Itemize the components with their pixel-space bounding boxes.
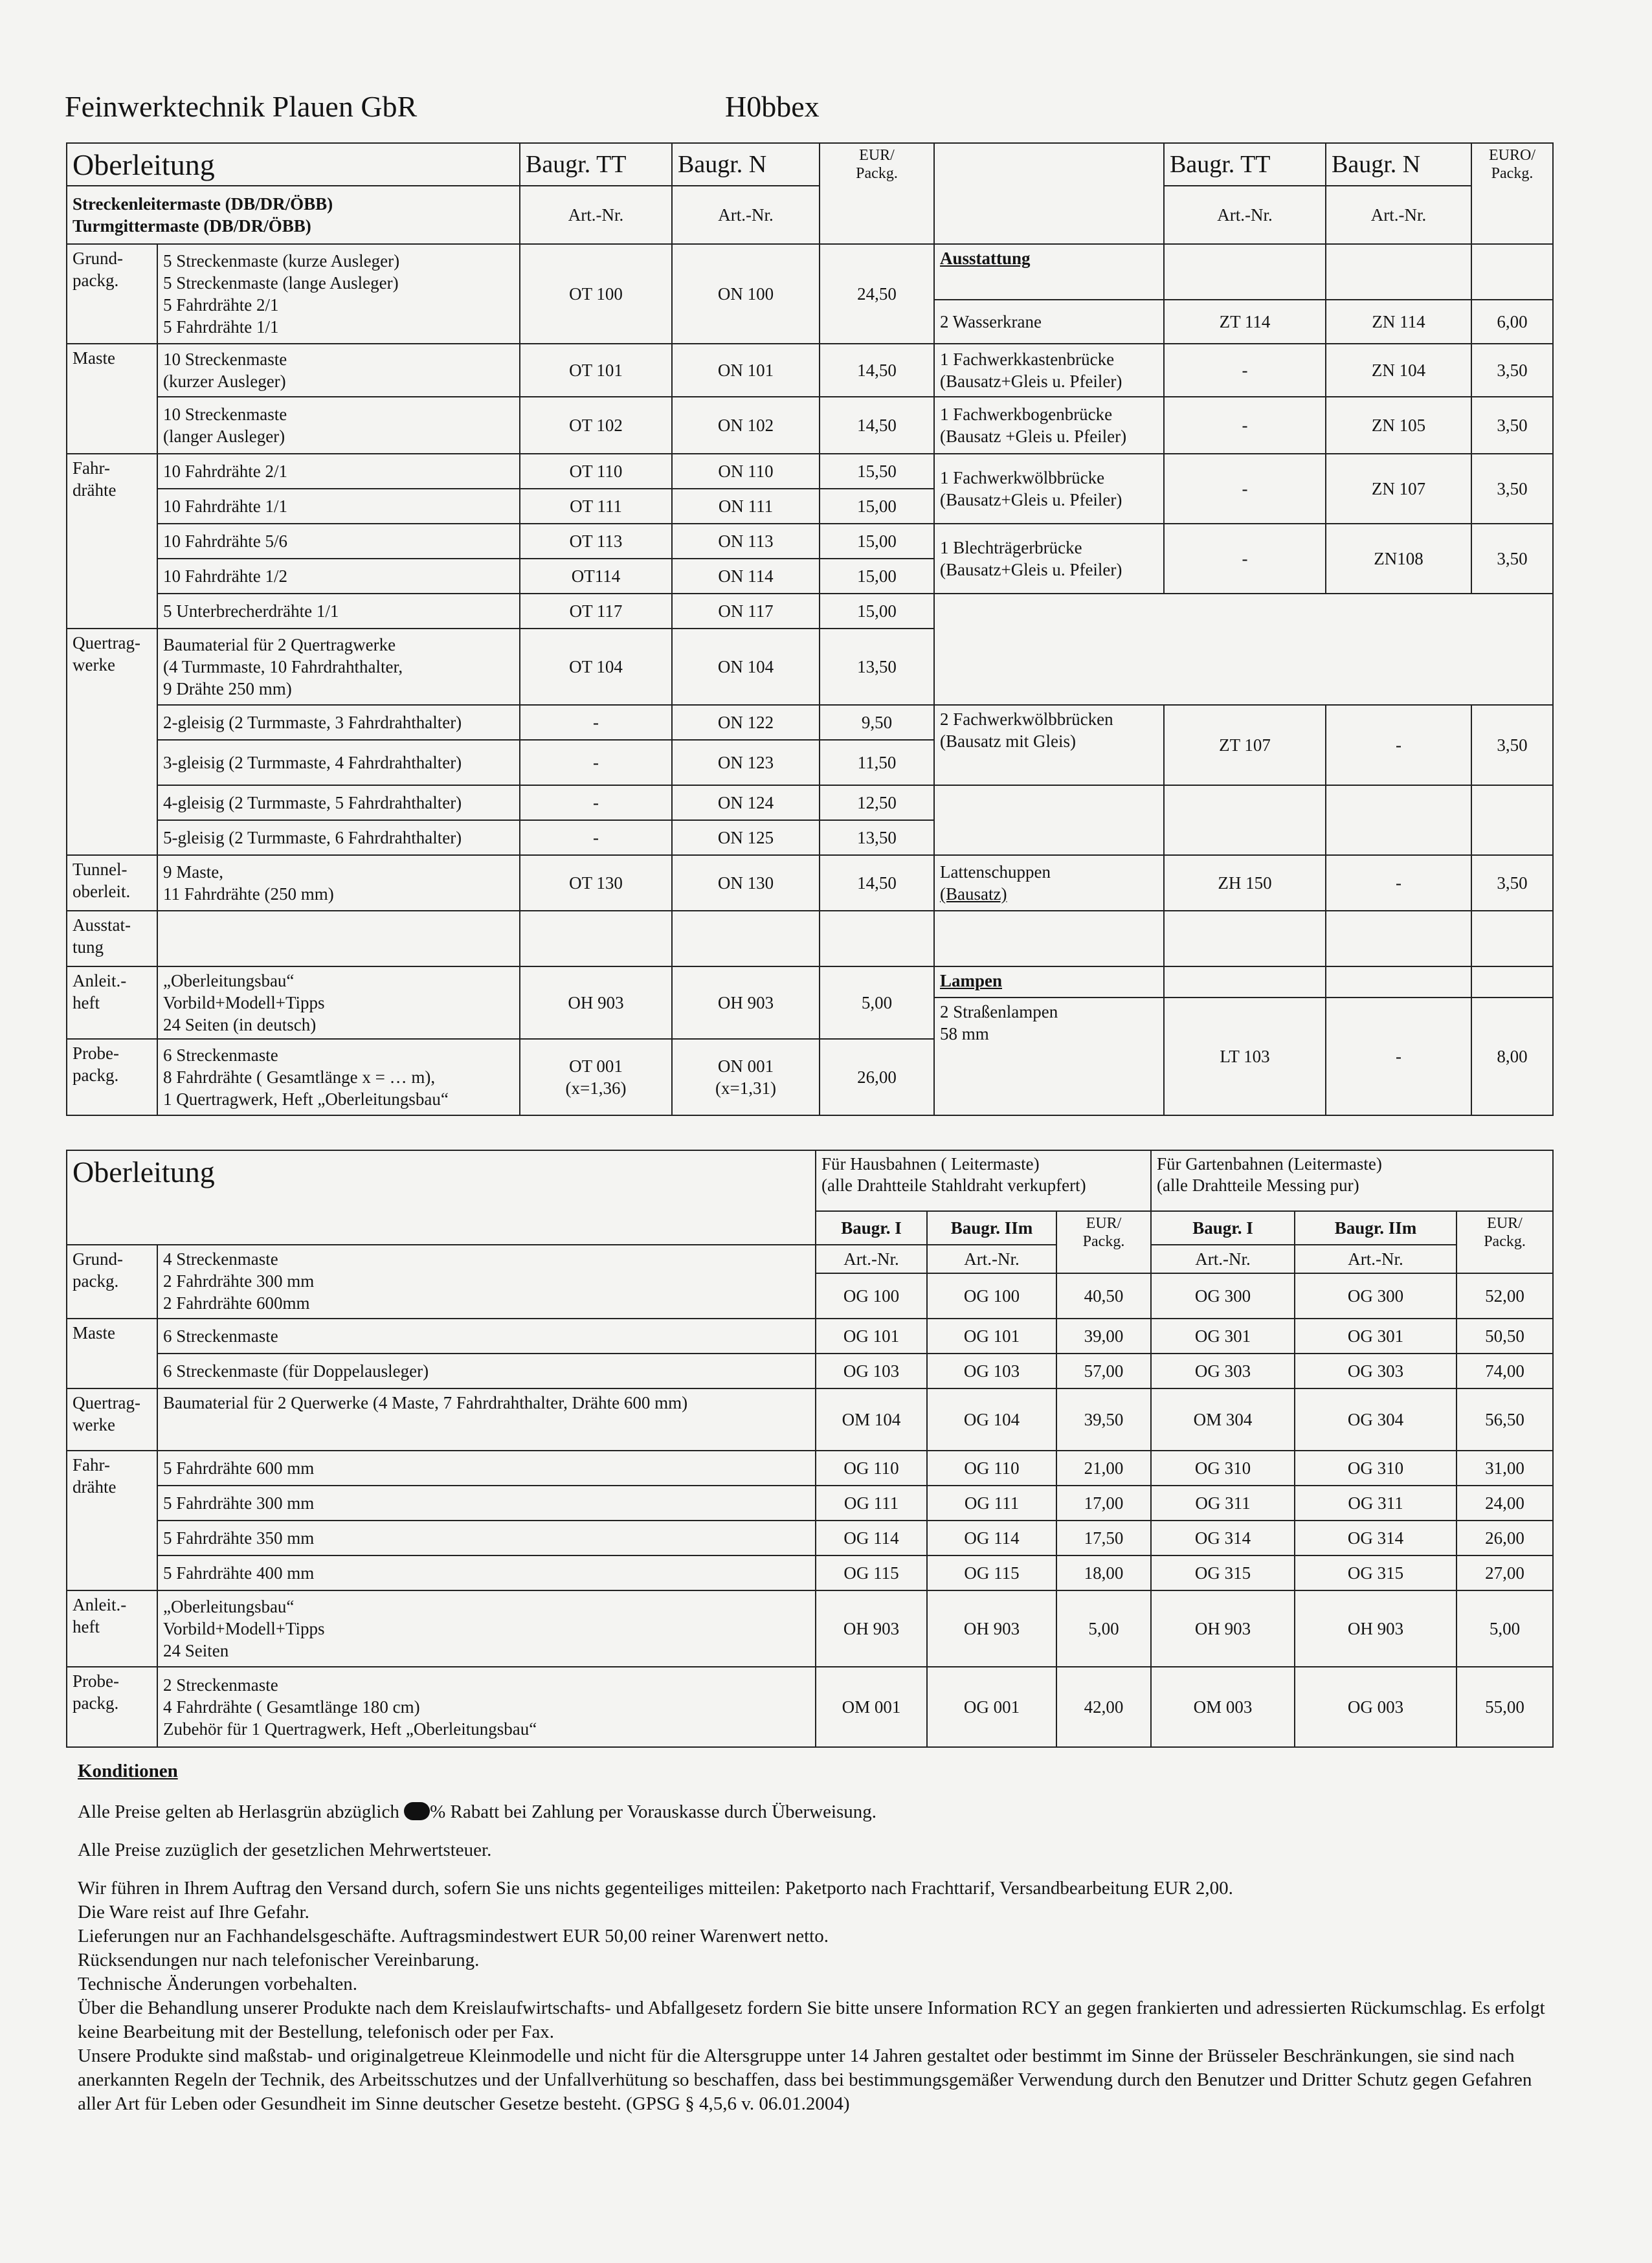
item-artnr-tt: - xyxy=(1164,344,1326,397)
brand-name: H0bbex xyxy=(725,90,820,123)
col-head-euro-right: EURO/ Packg. xyxy=(1471,143,1553,244)
item-desc: 10 Fahrdrähte 2/1 xyxy=(157,454,520,489)
item-artnr-tt: - xyxy=(520,740,672,785)
item-price: 3,50 xyxy=(1471,524,1553,594)
group-label: Fahr- drähte xyxy=(67,454,157,629)
item-price: 14,50 xyxy=(820,855,934,911)
conditions-line: Die Ware reist auf Ihre Gefahr. xyxy=(78,1902,309,1923)
item-desc: Baumaterial für 2 Quertragwerke (4 Turmmaste, 10 Fahrdrahthalter, 9 Drähte 250 mm) xyxy=(157,629,520,705)
item-price: 3,50 xyxy=(1471,705,1553,785)
item-price: 39,50 xyxy=(1056,1388,1151,1451)
subheading-mast-types: Streckenleitermaste (DB/DR/ÖBB) Turmgittermaste (DB/DR/ÖBB) xyxy=(67,186,520,244)
item-price: 3,50 xyxy=(1471,397,1553,454)
item-artnr-tt: ZT 114 xyxy=(1164,300,1326,344)
item-artnr-n: ON 104 xyxy=(672,629,820,705)
item-desc: 5 Fahrdrähte 300 mm xyxy=(157,1486,816,1521)
item-price: 15,00 xyxy=(820,559,934,594)
item-artnr-tt: ZT 107 xyxy=(1164,705,1326,785)
item-artnr-tt: - xyxy=(1164,397,1326,454)
item-artnr-i: OM 001 xyxy=(816,1667,927,1747)
item-desc: 1 Fachwerkwölbbrücke (Bausatz+Gleis u. Pfeiler) xyxy=(934,454,1164,524)
item-desc: 5 Streckenmaste (kurze Ausleger) 5 Streckenmaste (lange Ausleger) 5 Fahrdrähte 2/1 5 Fahrdrähte 1/1 xyxy=(157,244,520,344)
item-artnr-tt: OT 110 xyxy=(520,454,672,489)
item-price: 15,50 xyxy=(820,454,934,489)
item-artnr-tt: OT 117 xyxy=(520,594,672,629)
artnr-label: Art.-Nr. xyxy=(927,1245,1056,1273)
item-desc: 4-gleisig (2 Turmmaste, 5 Fahrdrahthalter) xyxy=(157,785,520,820)
col-head-n: Baugr. N xyxy=(672,143,820,186)
item-artnr-n: ON 122 xyxy=(672,705,820,740)
item-desc: Baumaterial für 2 Querwerke (4 Maste, 7 Fahrdrahthalter, Drähte 600 mm) xyxy=(157,1388,816,1451)
item-price: 42,00 xyxy=(1056,1667,1151,1747)
item-artnr-i: OG 303 xyxy=(1151,1354,1295,1388)
group-label: Maste xyxy=(67,1319,157,1388)
item-price: 18,00 xyxy=(1056,1555,1151,1590)
item-artnr-iim: OG 304 xyxy=(1295,1388,1457,1451)
item-price: 24,50 xyxy=(820,244,934,344)
item-price: 5,00 xyxy=(1457,1590,1553,1667)
item-desc: 3-gleisig (2 Turmmaste, 4 Fahrdrahthalter) xyxy=(157,740,520,785)
conditions-line: Technische Änderungen vorbehalten. xyxy=(78,1974,357,1994)
item-price: 15,00 xyxy=(820,489,934,524)
item-desc: „Oberleitungsbau“ Vorbild+Modell+Tipps 24 Seiten (in deutsch) xyxy=(157,966,520,1039)
item-artnr-n: ON 101 xyxy=(672,344,820,397)
item-artnr-i: OG 300 xyxy=(1151,1273,1295,1319)
item-desc: 10 Fahrdrähte 1/1 xyxy=(157,489,520,524)
item-desc: 10 Streckenmaste (langer Ausleger) xyxy=(157,397,520,454)
item-artnr-i: OG 310 xyxy=(1151,1451,1295,1486)
item-artnr-iim: OG 111 xyxy=(927,1486,1056,1521)
item-desc: 5 Unterbrecherdrähte 1/1 xyxy=(157,594,520,629)
group-label: Maste xyxy=(67,344,157,454)
item-desc: 10 Streckenmaste (kurzer Ausleger) xyxy=(157,344,520,397)
item-artnr-n: - xyxy=(1326,705,1471,785)
item-artnr-tt: OT 130 xyxy=(520,855,672,911)
artnr-label: Art.-Nr. xyxy=(672,186,820,244)
item-price: 21,00 xyxy=(1056,1451,1151,1486)
item-artnr-n: ON 110 xyxy=(672,454,820,489)
item-artnr-iim: OG 311 xyxy=(1295,1486,1457,1521)
item-desc: 6 Streckenmaste 8 Fahrdrähte ( Gesamtlänge x = … m), 1 Quertragwerk, Heft „Oberleitungsbau“ xyxy=(157,1039,520,1115)
conditions-discount-text-b: % Rabatt bei Zahlung per Vorauskasse durch Überweisung. xyxy=(430,1801,877,1822)
col-head-iim: Baugr. IIm xyxy=(927,1211,1056,1245)
col-head-eur: EUR/ Packg. xyxy=(1056,1211,1151,1273)
group-label: Anleit.- heft xyxy=(67,1590,157,1667)
artnr-label: Art.-Nr. xyxy=(1151,1245,1295,1273)
item-artnr-n: ON 114 xyxy=(672,559,820,594)
item-desc: 1 Fachwerkkastenbrücke (Bausatz+Gleis u. Pfeiler) xyxy=(934,344,1164,397)
col-head-i: Baugr. I xyxy=(816,1211,927,1245)
item-artnr-tt: OT114 xyxy=(520,559,672,594)
item-artnr-i: OG 100 xyxy=(816,1273,927,1319)
conditions-discount xyxy=(78,1800,1567,1824)
item-price: 6,00 xyxy=(1471,300,1553,344)
item-artnr-tt: OT 104 xyxy=(520,629,672,705)
item-artnr-i: OG 103 xyxy=(816,1354,927,1388)
item-artnr-n: - xyxy=(1326,998,1471,1115)
item-artnr-i: OM 304 xyxy=(1151,1388,1295,1451)
group-label: Grund- packg. xyxy=(67,1245,157,1319)
item-artnr-iim: OG 314 xyxy=(1295,1521,1457,1555)
item-artnr-iim: OG 303 xyxy=(1295,1354,1457,1388)
item-artnr-tt: - xyxy=(520,785,672,820)
conditions-vat: Alle Preise zuzüglich der gesetzlichen Mehrwertsteuer. xyxy=(78,1840,492,1860)
col-head-iim: Baugr. IIm xyxy=(1295,1211,1457,1245)
item-desc: 1 Fachwerkbogenbrücke (Bausatz +Gleis u. Pfeiler) xyxy=(934,397,1164,454)
item-price: 11,50 xyxy=(820,740,934,785)
item-artnr-i: OG 114 xyxy=(816,1521,927,1555)
item-price: 5,00 xyxy=(820,966,934,1039)
item-price: 40,50 xyxy=(1056,1273,1151,1319)
item-artnr-tt: - xyxy=(520,705,672,740)
item-desc: Lattenschuppen xyxy=(940,862,1051,882)
conditions-title: Konditionen xyxy=(78,1761,178,1781)
item-desc: 10 Fahrdrähte 5/6 xyxy=(157,524,520,559)
item-artnr-i: OG 101 xyxy=(816,1319,927,1354)
heading-lampen: Lampen xyxy=(934,966,1164,998)
item-price: 15,00 xyxy=(820,524,934,559)
item-price: 57,00 xyxy=(1056,1354,1151,1388)
item-desc: 6 Streckenmaste (für Doppelausleger) xyxy=(157,1354,816,1388)
item-price: 55,00 xyxy=(1457,1667,1553,1747)
item-price: 17,00 xyxy=(1056,1486,1151,1521)
conditions-line: Über die Behandlung unserer Produkte nach dem Kreislaufwirtschafts- und Abfallgesetz fordern Sie bitte unsere Information RCY an gegen frankierten und adressierten Rückumschlag. Es erfolgt keine Bearbeitung mit der Bestellung, telefonisch oder per Fax. xyxy=(78,1998,1545,2042)
item-artnr-i: OG 110 xyxy=(816,1451,927,1486)
item-desc: 5 Fahrdrähte 350 mm xyxy=(157,1521,816,1555)
item-price: 50,50 xyxy=(1457,1319,1553,1354)
item-price: 39,00 xyxy=(1056,1319,1151,1354)
heading-hausbahnen: Für Hausbahnen ( Leitermaste) (alle Drahtteile Stahldraht verkupfert) xyxy=(816,1150,1151,1211)
redaction-mark xyxy=(404,1802,430,1820)
item-desc: 10 Fahrdrähte 1/2 xyxy=(157,559,520,594)
conditions-line: Lieferungen nur an Fachhandelsgeschäfte. Auftragsmindestwert EUR 50,00 reiner Warenwert netto. xyxy=(78,1926,829,1946)
item-artnr-i: OG 315 xyxy=(1151,1555,1295,1590)
item-artnr-n: OH 903 xyxy=(672,966,820,1039)
item-artnr-iim: OG 003 xyxy=(1295,1667,1457,1747)
group-label: Quertrag- werke xyxy=(67,1388,157,1451)
group-label: Probe- packg. xyxy=(67,1039,157,1115)
item-artnr-tt: - xyxy=(1164,454,1326,524)
item-artnr-iim: OH 903 xyxy=(927,1590,1056,1667)
item-artnr-iim: OG 103 xyxy=(927,1354,1056,1388)
item-artnr-i: OG 115 xyxy=(816,1555,927,1590)
item-desc: 2 Straßenlampen 58 mm xyxy=(934,998,1164,1115)
section-title: Oberleitung xyxy=(67,143,520,186)
item-price: 52,00 xyxy=(1457,1273,1553,1319)
item-desc: „Oberleitungsbau“ Vorbild+Modell+Tipps 24 Seiten xyxy=(157,1590,816,1667)
item-artnr-i: OG 111 xyxy=(816,1486,927,1521)
conditions-line: Rücksendungen nur nach telefonischer Vereinbarung. xyxy=(78,1950,480,1970)
item-artnr-i: OG 314 xyxy=(1151,1521,1295,1555)
item-price: 74,00 xyxy=(1457,1354,1553,1388)
item-desc: 2 Wasserkrane xyxy=(934,300,1164,344)
item-artnr-n: ZN 114 xyxy=(1326,300,1471,344)
item-artnr-tt: OT 113 xyxy=(520,524,672,559)
heading-ausstattung: Ausstattung xyxy=(934,244,1164,300)
item-artnr-iim: OG 101 xyxy=(927,1319,1056,1354)
item-artnr-i: OG 311 xyxy=(1151,1486,1295,1521)
item-artnr-n: ON 117 xyxy=(672,594,820,629)
item-artnr-n: ZN 105 xyxy=(1326,397,1471,454)
item-artnr-iim: OG 115 xyxy=(927,1555,1056,1590)
item-artnr-tt: - xyxy=(520,820,672,855)
section-title: Oberleitung xyxy=(67,1150,816,1245)
col-head-i: Baugr. I xyxy=(1151,1211,1295,1245)
col-head-eur: EUR/ Packg. xyxy=(1457,1211,1553,1273)
item-artnr-i: OH 903 xyxy=(816,1590,927,1667)
col-head-n-right: Baugr. N xyxy=(1326,143,1471,186)
item-artnr-iim: OG 301 xyxy=(1295,1319,1457,1354)
item-price: 14,50 xyxy=(820,344,934,397)
item-price: 3,50 xyxy=(1471,855,1553,911)
item-artnr-i: OM 104 xyxy=(816,1388,927,1451)
item-price: 5,00 xyxy=(1056,1590,1151,1667)
artnr-label: Art.-Nr. xyxy=(1326,186,1471,244)
item-artnr-n: ON 124 xyxy=(672,785,820,820)
item-artnr-n: ON 130 xyxy=(672,855,820,911)
company-name: Feinwerktechnik Plauen GbR xyxy=(65,90,418,123)
item-artnr-tt: ZH 150 xyxy=(1164,855,1326,911)
item-artnr-iim: OG 300 xyxy=(1295,1273,1457,1319)
item-artnr-n: ZN 107 xyxy=(1326,454,1471,524)
item-desc-sub: (Bausatz) xyxy=(940,884,1007,904)
item-artnr-n: ON 111 xyxy=(672,489,820,524)
item-artnr-iim: OH 903 xyxy=(1295,1590,1457,1667)
item-desc: 9 Maste, 11 Fahrdrähte (250 mm) xyxy=(157,855,520,911)
item-artnr-n: ON 100 xyxy=(672,244,820,344)
item-artnr-n: ON 123 xyxy=(672,740,820,785)
item-artnr-iim: OG 315 xyxy=(1295,1555,1457,1590)
item-price: 13,50 xyxy=(820,820,934,855)
conditions-discount-text-a: Alle Preise gelten ab Herlasgrün abzüglich xyxy=(78,1801,405,1822)
conditions-line: Unsere Produkte sind maßstab- und originalgetreue Kleinmodelle und nicht für die Altersgruppe unter 14 Jahren gestaltet oder bestimmt im Sinne der Brüsseler Beschränkungen, sie sind nach anerkannten Regeln der Technik, des Arbeitsschutzes und der Unfallverhütung so beschaffen, dass bei bestimmungsgemäßer Verwendung durch den Benutzer und Dritter Schutz gegen Gefahren aller Art für Leben oder Gesundheit im Sinne deutscher Gesetze besteht. (GPSG § 4,5,6 v. 06.01.2004) xyxy=(78,2046,1532,2114)
item-artnr-tt: OH 903 xyxy=(520,966,672,1039)
item-desc: 5 Fahrdrähte 400 mm xyxy=(157,1555,816,1590)
item-price: 13,50 xyxy=(820,629,934,705)
item-artnr-i: OG 301 xyxy=(1151,1319,1295,1354)
item-artnr-n: ZN 104 xyxy=(1326,344,1471,397)
group-label: Fahr- drähte xyxy=(67,1451,157,1590)
item-artnr-iim: OG 100 xyxy=(927,1273,1056,1319)
item-price: 24,00 xyxy=(1457,1486,1553,1521)
group-label: Anleit.- heft xyxy=(67,966,157,1039)
item-artnr-iim: OG 110 xyxy=(927,1451,1056,1486)
item-desc: 2 Fachwerkwölbbrücken (Bausatz mit Gleis) xyxy=(934,705,1164,785)
group-label: Grund- packg. xyxy=(67,244,157,344)
item-artnr-n: ZN108 xyxy=(1326,524,1471,594)
group-label: Ausstat- tung xyxy=(67,911,157,966)
item-artnr-tt: OT 001 (x=1,36) xyxy=(520,1039,672,1115)
item-desc: 5-gleisig (2 Turmmaste, 6 Fahrdrahthalter) xyxy=(157,820,520,855)
group-label: Tunnel- oberleit. xyxy=(67,855,157,911)
item-desc: 2 Streckenmaste 4 Fahrdrähte ( Gesamtlänge 180 cm) Zubehör für 1 Quertragwerk, Heft „Oberleitungsbau“ xyxy=(157,1667,816,1747)
item-artnr-tt: OT 101 xyxy=(520,344,672,397)
item-artnr-iim: OG 001 xyxy=(927,1667,1056,1747)
item-desc: 5 Fahrdrähte 600 mm xyxy=(157,1451,816,1486)
item-artnr-tt: OT 102 xyxy=(520,397,672,454)
item-artnr-tt: OT 111 xyxy=(520,489,672,524)
price-table-gauge-1 xyxy=(66,1150,1554,1748)
item-desc: 1 Blechträgerbrücke (Bausatz+Gleis u. Pfeiler) xyxy=(934,524,1164,594)
item-desc: 2-gleisig (2 Turmmaste, 3 Fahrdrahthalter) xyxy=(157,705,520,740)
item-artnr-i: OH 903 xyxy=(1151,1590,1295,1667)
conditions-line: Wir führen in Ihrem Auftrag den Versand durch, sofern Sie uns nichts gegenteiliges mitteilen: Paketporto nach Frachttarif, Versandbearbeitung EUR 2,00. xyxy=(78,1878,1233,1899)
item-artnr-i: OM 003 xyxy=(1151,1667,1295,1747)
heading-gartenbahnen: Für Gartenbahnen (Leitermaste) (alle Drahtteile Messing pur) xyxy=(1151,1150,1553,1211)
item-price: 17,50 xyxy=(1056,1521,1151,1555)
group-label: Probe- packg. xyxy=(67,1667,157,1747)
item-desc: 6 Streckenmaste xyxy=(157,1319,816,1354)
item-artnr-iim: OG 104 xyxy=(927,1388,1056,1451)
item-price: 14,50 xyxy=(820,397,934,454)
col-head-tt: Baugr. TT xyxy=(520,143,672,186)
price-table-tt-n xyxy=(66,142,1554,1116)
item-price: 9,50 xyxy=(820,705,934,740)
item-price: 12,50 xyxy=(820,785,934,820)
col-head-tt-right: Baugr. TT xyxy=(1164,143,1326,186)
item-artnr-n: ON 001 (x=1,31) xyxy=(672,1039,820,1115)
item-price: 8,00 xyxy=(1471,998,1553,1115)
item-artnr-n: - xyxy=(1326,855,1471,911)
item-price: 26,00 xyxy=(820,1039,934,1115)
item-price: 56,50 xyxy=(1457,1388,1553,1451)
artnr-label: Art.-Nr. xyxy=(1295,1245,1457,1273)
item-price: 3,50 xyxy=(1471,344,1553,397)
group-label: Quertrag- werke xyxy=(67,629,157,855)
item-artnr-tt: - xyxy=(1164,524,1326,594)
item-artnr-tt: LT 103 xyxy=(1164,998,1326,1115)
artnr-label: Art.-Nr. xyxy=(1164,186,1326,244)
item-artnr-n: ON 102 xyxy=(672,397,820,454)
item-desc: 4 Streckenmaste 2 Fahrdrähte 300 mm 2 Fahrdrähte 600mm xyxy=(157,1245,816,1319)
item-artnr-n: ON 125 xyxy=(672,820,820,855)
item-price: 15,00 xyxy=(820,594,934,629)
artnr-label: Art.-Nr. xyxy=(816,1245,927,1273)
item-price: 3,50 xyxy=(1471,454,1553,524)
artnr-label: Art.-Nr. xyxy=(520,186,672,244)
item-artnr-iim: OG 310 xyxy=(1295,1451,1457,1486)
item-price: 31,00 xyxy=(1457,1451,1553,1486)
item-artnr-tt: OT 100 xyxy=(520,244,672,344)
item-price: 27,00 xyxy=(1457,1555,1553,1590)
item-price: 26,00 xyxy=(1457,1521,1553,1555)
conditions-section xyxy=(78,1759,1567,2116)
col-head-eur: EUR/ Packg. xyxy=(820,143,934,244)
item-artnr-iim: OG 114 xyxy=(927,1521,1056,1555)
item-artnr-n: ON 113 xyxy=(672,524,820,559)
